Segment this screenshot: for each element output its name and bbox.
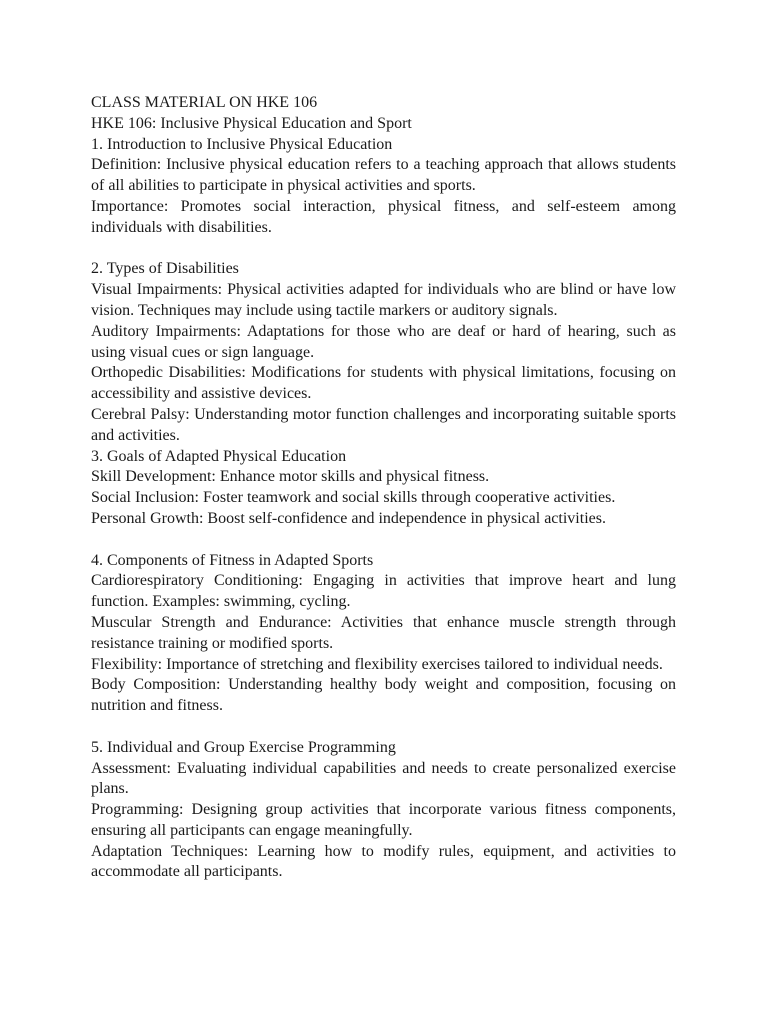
adaptation-techniques-paragraph: Adaptation Techniques: Learning how to modify rules, equipment, and activities to accommodate all participants. xyxy=(91,842,676,881)
assessment-paragraph: Assessment: Evaluating individual capabilities and needs to create personalized exercise plans. xyxy=(91,759,676,798)
spacer xyxy=(91,530,676,551)
section-3-heading: 3. Goals of Adapted Physical Education xyxy=(91,447,347,465)
section-2-heading: 2. Types of Disabilities xyxy=(91,260,239,278)
cerebral-palsy-paragraph: Cerebral Palsy: Understanding motor function challenges and incorporating suitable sports and activities. xyxy=(91,405,676,444)
skill-development-paragraph: Skill Development: Enhance motor skills and physical fitness. xyxy=(91,468,490,486)
spacer xyxy=(91,717,676,738)
social-inclusion-paragraph: Social Inclusion: Foster teamwork and social skills through cooperative activities. xyxy=(91,489,616,507)
muscular-strength-paragraph: Muscular Strength and Endurance: Activities that enhance muscle strength through resistance training or modified sports. xyxy=(91,613,676,652)
cardiorespiratory-paragraph: Cardiorespiratory Conditioning: Engaging in activities that improve heart and lung function. Examples: swimming, cycling. xyxy=(91,572,676,611)
flexibility-paragraph: Flexibility: Importance of stretching and flexibility exercises tailored to individual needs. xyxy=(91,655,663,673)
section-1-heading: 1. Introduction to Inclusive Physical Education xyxy=(91,135,393,153)
section-4-heading: 4. Components of Fitness in Adapted Sports xyxy=(91,551,374,569)
document-title: CLASS MATERIAL ON HKE 106 xyxy=(91,94,318,111)
body-composition-paragraph: Body Composition: Understanding healthy body weight and composition, focusing on nutrition and fitness. xyxy=(91,676,676,715)
programming-paragraph: Programming: Designing group activities that incorporate various fitness components, ensuring all participants can engage meaningfully. xyxy=(91,801,676,839)
auditory-impairments-paragraph: Auditory Impairments: Adaptations for those who are deaf or hard of hearing, such as using visual cues or sign language. xyxy=(91,322,676,361)
visual-impairments-paragraph: Visual Impairments: Physical activities adapted for individuals who are blind or have low vision. Techniques may include using tactile markers or auditory signals. xyxy=(91,281,676,319)
course-title: HKE 106: Inclusive Physical Education and Sport xyxy=(91,114,412,132)
section-5-heading: 5. Individual and Group Exercise Programming xyxy=(91,738,396,756)
definition-paragraph: Definition: Inclusive physical education refers to a teaching approach that allows students of all abilities to participate in physical activities and sports. xyxy=(91,156,676,195)
personal-growth-paragraph: Personal Growth: Boost self-confidence and independence in physical activities. xyxy=(91,509,606,527)
orthopedic-disabilities-paragraph: Orthopedic Disabilities: Modifications for students with physical limitations, focusing on accessibility and assistive devices. xyxy=(91,364,676,403)
document-page xyxy=(91,93,676,883)
importance-paragraph: Importance: Promotes social interaction, physical fitness, and self-esteem among individuals with disabilities. xyxy=(91,197,676,236)
spacer xyxy=(91,239,676,260)
